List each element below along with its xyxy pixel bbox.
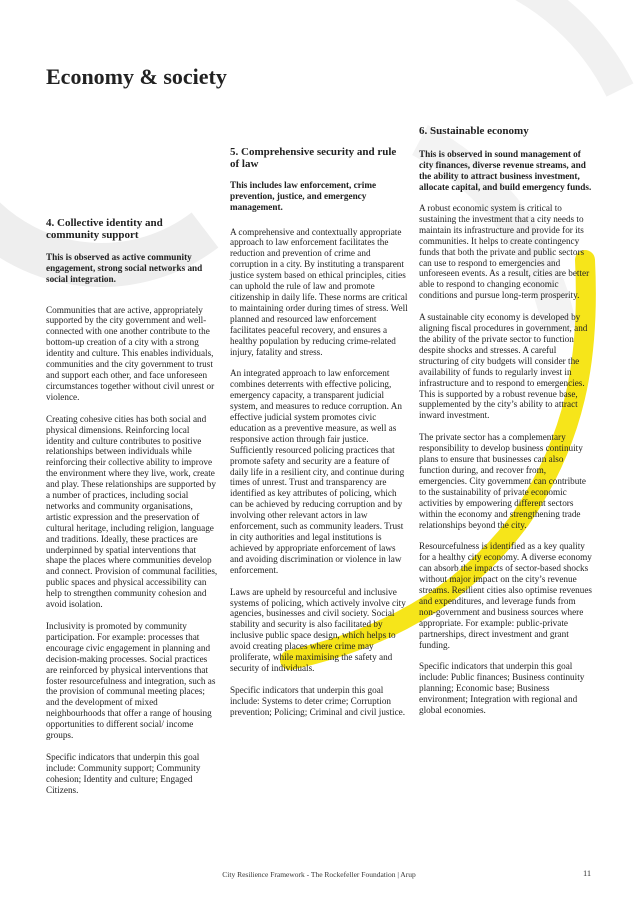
body-paragraph: The private sector has a complementary responsibility to develop business continuity plans to ensure that businesses can also function during, and recover from, emergencies. City government can contribute to the sustainability of private economic activities by empowering different sectors within the economy and strengthening trade relationships beyond the city. <box>419 432 586 530</box>
goal-lead: This is observed in sound management of city finances, diverse revenue streams, and the ability to attract business investment, allocate capital, and build emergency funds. <box>419 149 592 193</box>
body-paragraph: A comprehensive and contextually appropriate approach to law enforcement facilitates the reduction and prevention of crime and corruption in a city. By instituting a transparent justice system based on ethical principles, cities can uphold the rule of law and promote citizenship in daily life. These norms are critical to maintaining order during times of stress. Well planned and resourced law enforcement facilitates peaceful recovery, and ensures a healthy population by reducing crime-related injury, fatality and stress. <box>230 226 408 357</box>
body-paragraph: Specific indicators that underpin this goal include: Systems to deter crime; Corruption prevention; Policing; Criminal and civil justice. <box>230 684 406 717</box>
body-paragraph: Resourcefulness is identified as a key quality for a healthy city economy. A diverse economy can absorb the impacts of sector-based shocks without major impact on the city’s revenue streams. Resilient cities also optimise revenues and expenditures, and leverage funds from non-government and business sources where appropriate. For example: public-private partnerships, direct investment and grant funding. <box>419 541 592 650</box>
body-paragraph: Specific indicators that underpin this goal include: Community support; Community cohesion; Identity and culture; Engaged Citizens. <box>46 751 201 795</box>
body-paragraph: Laws are upheld by resourceful and inclusive systems of policing, which actively involve city agencies, businesses and civil society. Social stability and security is also facilitated by inclusive public space design, which helps to avoid creating places where crime may proliferate, while maximising the safety and security of individuals. <box>230 586 406 673</box>
goal-lead: This is observed as active community engagement, strong social networks and social integration. <box>46 251 203 284</box>
page-footer: City Resilience Framework - The Rockefeller Foundation | Arup <box>222 870 416 879</box>
column-goal-5 <box>230 146 408 729</box>
body-paragraph: Creating cohesive cities has both social and physical dimensions. Reinforcing local identity and culture contributes to positive relationships between individuals while reinforcing their collective ability to improve the environment where they live, work, create and play. These relationships are supported by a number of practices, including social networks and community organisations, artistic expression and the preservation of cultural heritage, including religion, language and traditions. Ideally, these practices are underpinned by spatial interventions that shape the places where communities develop and connect. Provision of communal facilities, public spaces and physical accessibility can help to strengthen community cohesion and avoid isolation. <box>46 413 218 610</box>
body-paragraph: A robust economic system is critical to sustaining the investment that a city needs to maintain its infrastructure and provide for its communities. It helps to create contingency funds that both the private and public sectors can use to respond to emergencies and unforeseen events. As a result, cities are better able to respond to changing economic conditions and pursue long-term prosperity. <box>419 203 590 301</box>
grey-right-arc <box>300 0 620 90</box>
goal-heading: 4. Collective identity and community support <box>46 217 163 242</box>
section-title: Economy & society <box>46 64 227 89</box>
column-goal-6 <box>419 125 593 727</box>
body-paragraph: An integrated approach to law enforcement combines deterrents with effective policing, emergency capacity, a transparent judicial system, and measures to reduce corruption. An effective judicial system promotes civic education as a preventive measure, as well as responsive action through fair justice. Sufficiently resourced policing practices that promote safety and security are a feature of daily life in a resilient city, and continue during times of unrest. Trust and transparency are identified as key attributes of policing, which can be achieved by reducing corruption and by involving other relevant actors in law enforcement, such as community leaders. Trust in city authorities and legal institutions is achieved by appropriate enforcement of laws and avoiding discrimination or violence in law enforcement. <box>230 368 405 575</box>
body-paragraph: Communities that are active, appropriately supported by the city government and well-connected with one another contribute to the bottom-up creation of a city with a strong identity and culture. This enables individuals, communities and the city government to trust and support each other, and face unforeseen circumstances together without civil unrest or violence. <box>46 304 215 402</box>
page-number: 11 <box>583 868 592 878</box>
column-goal-4 <box>46 217 218 807</box>
body-paragraph: A sustainable city economy is developed by aligning fiscal procedures in government, and the ability of the private sector to function despite shocks and stresses. A careful structuring of city budgets will consider the availability of funds to regularly invest in infrastructure and to respond to emergencies. This is supported by a robust revenue base, supplemented by the city’s ability to attract inward investment. <box>419 312 588 421</box>
body-paragraph: Inclusivity is promoted by community participation. For example: processes that encourage civic engagement in planning and decision-making processes. Social practices are reinforced by physical interventions that foster resourcefulness and integration, such as the provision of communal meeting places; and the development of mixed neighbourhoods that offer a range of housing opportunities to different social/ income groups. <box>46 621 216 741</box>
goal-heading: 5. Comprehensive security and rule of law <box>230 146 397 171</box>
body-paragraph: Specific indicators that underpin this goal include: Public finances; Business continuity planning; Economic base; Business environment; Integration with regional and global economies. <box>419 661 585 716</box>
goal-lead: This includes law enforcement, crime prevention, justice, and emergency management. <box>230 179 377 212</box>
goal-heading: 6. Sustainable economy <box>419 125 529 137</box>
